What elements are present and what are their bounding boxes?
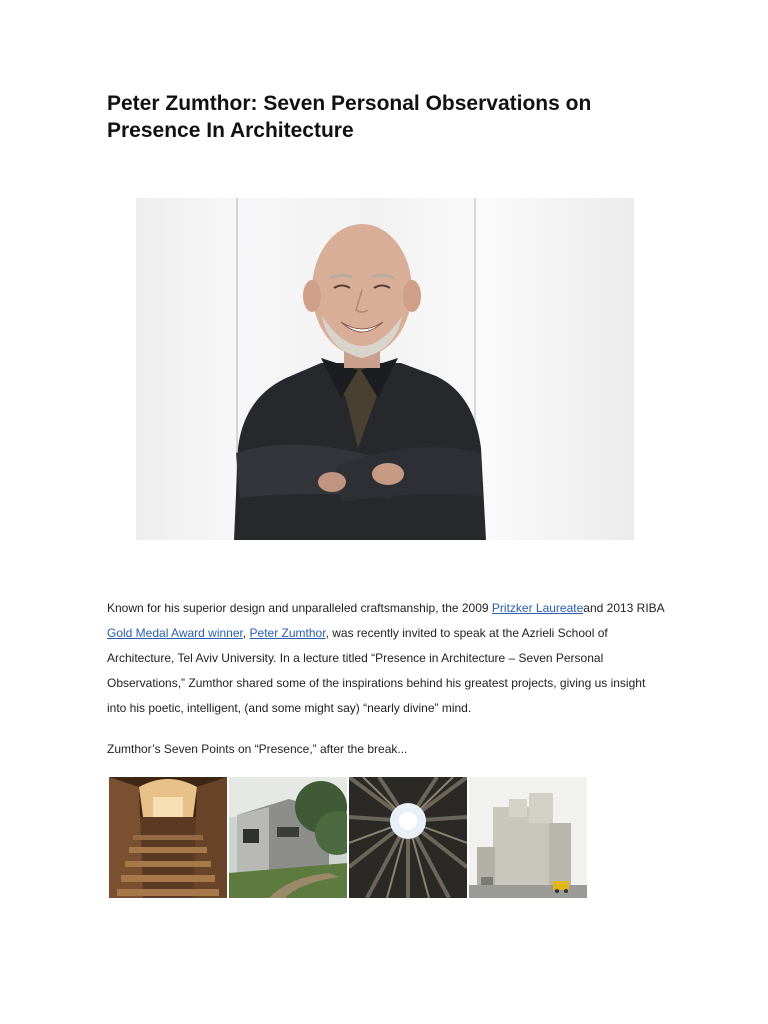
body-text-4: , was recently invited to speak at the Azrieli School of Architecture, Tel Aviv University. In a lecture titled “Presence in Architecture – Seven Personal Observations,” Zumthor shared some of the inspirations behind his greatest projects, giving us insight into his poetic, intelligent, (and some might say) “nearly divine” mind. (107, 626, 646, 715)
thumbnail-concrete-building[interactable] (229, 777, 347, 898)
article-title: Peter Zumthor: Seven Personal Observations on Presence In Architecture (107, 92, 592, 142)
article-body (107, 596, 667, 721)
body-text-1: Known for his superior design and unparalleled craftsmanship, the 2009 (107, 601, 492, 615)
body-text-2: and 2013 RIBA (583, 601, 665, 615)
gold-medal-link[interactable]: Gold Medal Award winner (107, 626, 243, 640)
body-text-3: , (242, 626, 250, 640)
thumbnail-museum[interactable] (469, 777, 587, 898)
thumbnail-chapel-interior[interactable] (109, 777, 227, 898)
project-thumbnails (109, 777, 589, 898)
peter-zumthor-link[interactable]: Peter Zumthor (249, 626, 326, 640)
pritzker-laureate-link[interactable]: Pritzker Laureate (491, 601, 584, 615)
thumbnail-oculus[interactable] (349, 777, 467, 898)
portrait-photo (136, 198, 634, 540)
teaser-text: Zumthor’s Seven Points on “Presence,” after the break... (107, 742, 408, 756)
portrait-illustration (136, 198, 634, 540)
